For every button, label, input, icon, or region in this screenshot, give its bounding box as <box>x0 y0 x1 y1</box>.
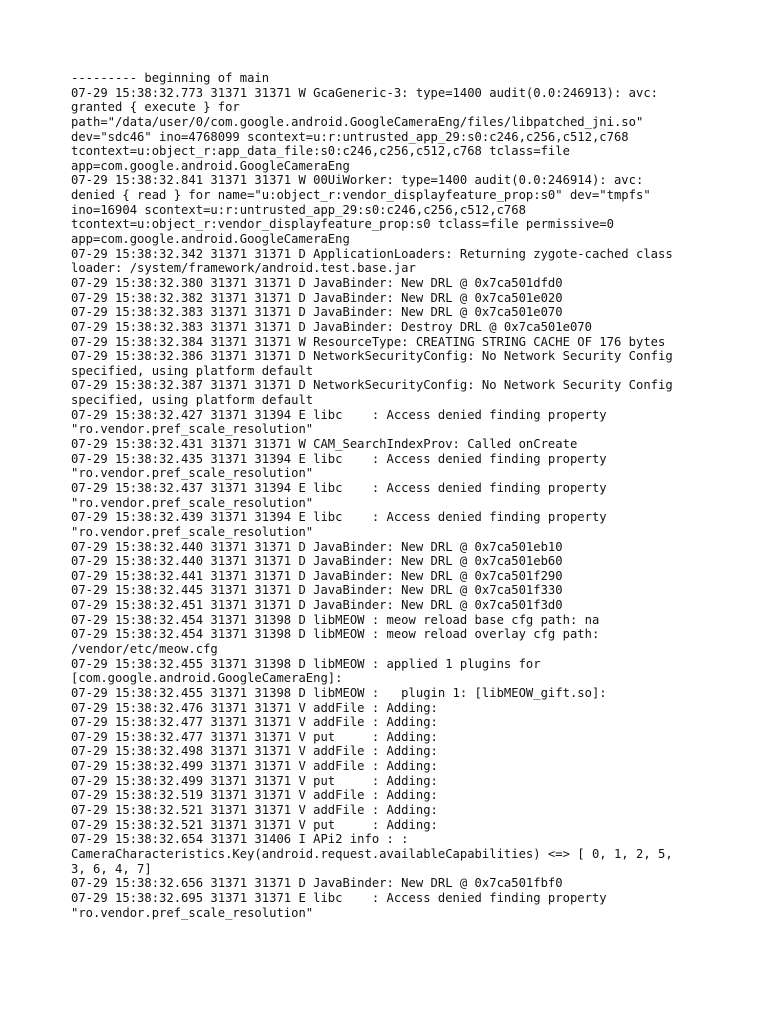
log-line: 07-29 15:38:32.654 31371 31406 I APi2 info : : <box>71 832 409 847</box>
log-line: specified, using platform default <box>71 363 314 378</box>
log-line: 07-29 15:38:32.499 31371 31371 V addFile : Adding: <box>71 759 438 774</box>
log-line: loader: /system/framework/android.test.base.jar <box>71 261 416 276</box>
log-line: 07-29 15:38:32.773 31371 31371 W GcaGeneric-3: type=1400 audit(0.0:246913): avc: <box>71 85 658 100</box>
log-line: 07-29 15:38:32.441 31371 31371 D JavaBinder: New DRL @ 0x7ca501f290 <box>71 568 563 583</box>
log-line: 07-29 15:38:32.427 31371 31394 E libc : Access denied finding property <box>71 407 607 422</box>
log-line: 07-29 15:38:32.521 31371 31371 V addFile : Adding: <box>71 803 438 818</box>
log-line: 07-29 15:38:32.431 31371 31371 W CAM_SearchIndexProv: Called onCreate <box>71 437 578 452</box>
log-line: 07-29 15:38:32.383 31371 31371 D JavaBinder: New DRL @ 0x7ca501e070 <box>71 305 563 320</box>
log-line: 07-29 15:38:32.439 31371 31394 E libc : Access denied finding property <box>71 510 607 525</box>
log-line: path="/data/user/0/com.google.android.GoogleCameraEng/files/libpatched_jni.so" <box>71 114 644 129</box>
log-line: 07-29 15:38:32.695 31371 31371 E libc : Access denied finding property <box>71 890 607 905</box>
log-line: app=com.google.android.GoogleCameraEng <box>71 158 350 173</box>
log-line: 07-29 15:38:32.454 31371 31398 D libMEOW : meow reload base cfg path: na <box>71 612 600 627</box>
log-line: tcontext=u:object_r:app_data_file:s0:c246,c256,c512,c768 tclass=file <box>71 144 570 159</box>
log-line: denied { read } for name="u:object_r:vendor_displayfeature_prop:s0" dev="tmpfs" <box>71 188 651 203</box>
log-line: 07-29 15:38:32.656 31371 31371 D JavaBinder: New DRL @ 0x7ca501fbf0 <box>71 876 563 891</box>
log-line: 07-29 15:38:32.521 31371 31371 V put : Adding: <box>71 817 438 832</box>
log-line: 07-29 15:38:32.342 31371 31371 D ApplicationLoaders: Returning zygote-cached class <box>71 246 673 261</box>
log-line: "ro.vendor.pref_scale_resolution" <box>71 466 314 481</box>
log-line: 07-29 15:38:32.477 31371 31371 V addFile : Adding: <box>71 715 438 730</box>
log-line: 07-29 15:38:32.455 31371 31398 D libMEOW : applied 1 plugins for <box>71 656 541 671</box>
log-line: 3, 6, 4, 7] <box>71 861 152 876</box>
log-line: [com.google.android.GoogleCameraEng]: <box>71 671 343 686</box>
log-line: /vendor/etc/meow.cfg <box>71 641 218 656</box>
log-line: 07-29 15:38:32.387 31371 31371 D NetworkSecurityConfig: No Network Security Config <box>71 378 673 393</box>
log-line: 07-29 15:38:32.380 31371 31371 D JavaBinder: New DRL @ 0x7ca501dfd0 <box>71 275 563 290</box>
log-line: "ro.vendor.pref_scale_resolution" <box>71 524 314 539</box>
log-line: 07-29 15:38:32.498 31371 31371 V addFile : Adding: <box>71 744 438 759</box>
log-line: 07-29 15:38:32.386 31371 31371 D NetworkSecurityConfig: No Network Security Config <box>71 349 673 364</box>
log-line: "ro.vendor.pref_scale_resolution" <box>71 495 314 510</box>
log-line: tcontext=u:object_r:vendor_displayfeature_prop:s0 tclass=file permissive=0 <box>71 217 614 232</box>
log-line: 07-29 15:38:32.384 31371 31371 W ResourceType: CREATING STRING CACHE OF 176 bytes <box>71 334 666 349</box>
log-line: 07-29 15:38:32.382 31371 31371 D JavaBinder: New DRL @ 0x7ca501e020 <box>71 290 563 305</box>
logcat-output <box>71 71 701 920</box>
log-line: 07-29 15:38:32.437 31371 31394 E libc : Access denied finding property <box>71 480 607 495</box>
log-line: --------- beginning of main <box>71 71 270 85</box>
log-line: 07-29 15:38:32.454 31371 31398 D libMEOW : meow reload overlay cfg path: <box>71 627 600 642</box>
log-line: 07-29 15:38:32.440 31371 31371 D JavaBinder: New DRL @ 0x7ca501eb60 <box>71 554 563 569</box>
log-line: ino=16904 scontext=u:r:untrusted_app_29:s0:c246,c256,c512,c768 <box>71 202 526 217</box>
log-line: "ro.vendor.pref_scale_resolution" <box>71 422 314 437</box>
log-line: 07-29 15:38:32.435 31371 31394 E libc : Access denied finding property <box>71 451 607 466</box>
log-line: specified, using platform default <box>71 393 314 408</box>
log-line: 07-29 15:38:32.455 31371 31398 D libMEOW : plugin 1: [libMEOW_gift.so]: <box>71 685 607 700</box>
log-line: 07-29 15:38:32.477 31371 31371 V put : Adding: <box>71 729 438 744</box>
log-line: dev="sdc46" ino=4768099 scontext=u:r:untrusted_app_29:s0:c246,c256,c512,c768 <box>71 129 629 144</box>
log-line: 07-29 15:38:32.451 31371 31371 D JavaBinder: New DRL @ 0x7ca501f3d0 <box>71 598 563 613</box>
log-line: CameraCharacteristics.Key(android.request.availableCapabilities) <=> [ 0, 1, 2, 5, <box>71 846 673 861</box>
log-line: "ro.vendor.pref_scale_resolution" <box>71 905 314 920</box>
log-line: 07-29 15:38:32.476 31371 31371 V addFile : Adding: <box>71 700 438 715</box>
log-line: 07-29 15:38:32.841 31371 31371 W 00UiWorker: type=1400 audit(0.0:246914): avc: <box>71 173 644 188</box>
log-line: 07-29 15:38:32.519 31371 31371 V addFile : Adding: <box>71 788 438 803</box>
log-line: granted { execute } for <box>71 100 240 115</box>
log-line: app=com.google.android.GoogleCameraEng <box>71 232 350 247</box>
log-line: 07-29 15:38:32.445 31371 31371 D JavaBinder: New DRL @ 0x7ca501f330 <box>71 583 563 598</box>
log-line: 07-29 15:38:32.383 31371 31371 D JavaBinder: Destroy DRL @ 0x7ca501e070 <box>71 319 592 334</box>
log-line: 07-29 15:38:32.440 31371 31371 D JavaBinder: New DRL @ 0x7ca501eb10 <box>71 539 563 554</box>
log-line: 07-29 15:38:32.499 31371 31371 V put : Adding: <box>71 773 438 788</box>
